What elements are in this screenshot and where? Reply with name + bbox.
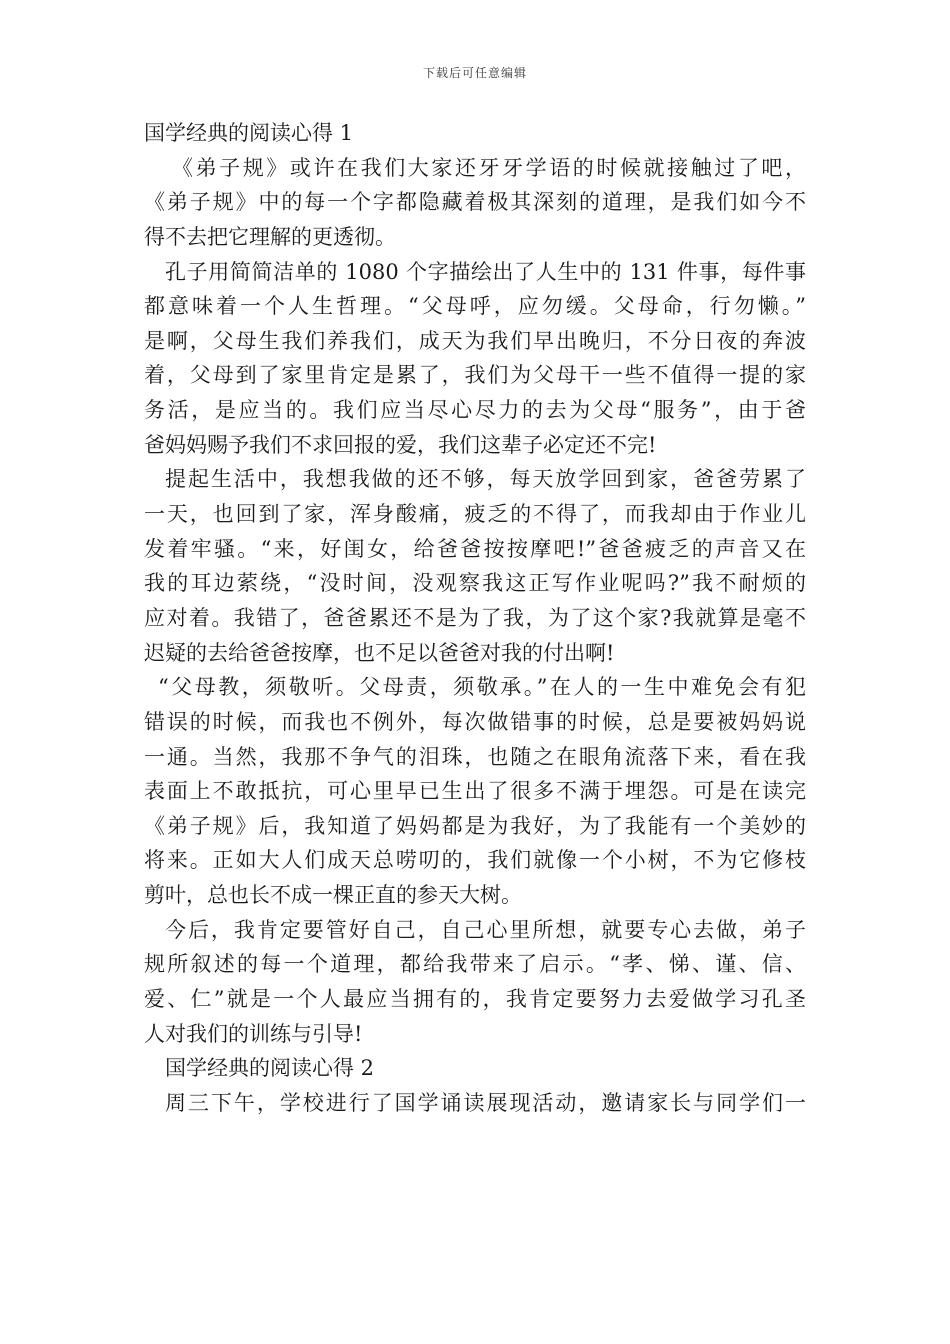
paragraph-line: 一通。当然，我那不争气的泪珠，也随之在眼角流落下来，看在我	[144, 744, 806, 769]
document-body	[144, 116, 806, 1121]
paragraph-line: 爱、仁”就是一个人最应当拥有的，我肯定要努力去爱做学习孔圣	[144, 987, 806, 1012]
paragraph-line: 《弟子规》后，我知道了妈妈都是为我好，为了我能有一个美妙的	[144, 813, 806, 838]
paragraph-line: 着，父母到了家里肯定是累了，我们为父母干一些不值得一提的家	[144, 363, 806, 388]
paragraph-line: 发着牢骚。“来，好闺女，给爸爸按按摩吧!”爸爸疲乏的声音又在	[144, 536, 806, 561]
paragraph-line: 孔子用简简洁单的 1080 个字描绘出了人生中的 131 件事，每件事	[165, 259, 806, 284]
paragraph-line: 《弟子规》中的每一个字都隐藏着极其深刻的道理，是我们如今不	[144, 190, 806, 215]
paragraph-line: 表面上不敢抵抗，可心里早已生出了很多不满于埋怨。可是在读完	[144, 779, 806, 804]
paragraph-line: 错误的时候，而我也不例外，每次做错事的时候，总是要被妈妈说	[144, 709, 806, 734]
section-title: 国学经典的阅读心得 1	[144, 121, 354, 145]
paragraph-line: “父母教，须敬听。父母责，须敬承。”在人的一生中难免会有犯	[158, 675, 806, 700]
paragraph-line: 都意味着一个人生哲理。“父母呼，应勿缓。父母命，行勿懒。”	[144, 294, 806, 319]
paragraph-line: 一天，也回到了家，浑身酸痛，疲乏的不得了，而我却由于作业儿	[144, 502, 806, 527]
paragraph-line: 我的耳边萦绕，“没时间，没观察我这正写作业呢吗?”我不耐烦的	[144, 571, 806, 596]
section-title: 国学经典的阅读心得 2	[165, 1056, 375, 1081]
paragraph-line: 务活，是应当的。我们应当尽心尽力的去为父母“服务”，由于爸	[144, 398, 806, 423]
paragraph-line: 《弟子规》或许在我们大家还牙牙学语的时候就接触过了吧，	[172, 155, 806, 180]
paragraph-line: 是啊，父母生我们养我们，成天为我们早出晚归，不分日夜的奔波	[144, 328, 806, 353]
paragraph-line: 人对我们的训练与引导!	[144, 1021, 363, 1046]
paragraph-line: 规所叙述的每一个道理，都给我带来了启示。“孝、悌、谨、信、	[144, 952, 806, 977]
paragraph-line: 剪叶，总也长不成一棵正直的参天大树。	[144, 883, 522, 908]
paragraph-line: 周三下午，学校进行了国学诵读展现活动，邀请家长与同学们一	[165, 1090, 806, 1115]
paragraph-line: 爸妈妈赐予我们不求回报的爱，我们这辈子必定还不完!	[144, 432, 657, 457]
paragraph-line: 提起生活中，我想我做的还不够，每天放学回到家，爸爸劳累了	[165, 467, 806, 492]
paragraph-line: 今后，我肯定要管好自己，自己心里所想，就要专心去做，弟子	[165, 917, 806, 942]
paragraph-line: 将来。正如大人们成天总唠叨的，我们就像一个小树，不为它修枝	[144, 848, 806, 873]
paragraph-line: 迟疑的去给爸爸按摩，也不足以爸爸对我的付出啊!	[144, 640, 615, 665]
paragraph-line: 应对着。我错了，爸爸累还不是为了我，为了这个家?我就算是毫不	[144, 605, 806, 630]
paragraph-line: 得不去把它理解的更透彻。	[144, 224, 396, 249]
page-header: 下载后可任意编辑	[422, 66, 527, 80]
